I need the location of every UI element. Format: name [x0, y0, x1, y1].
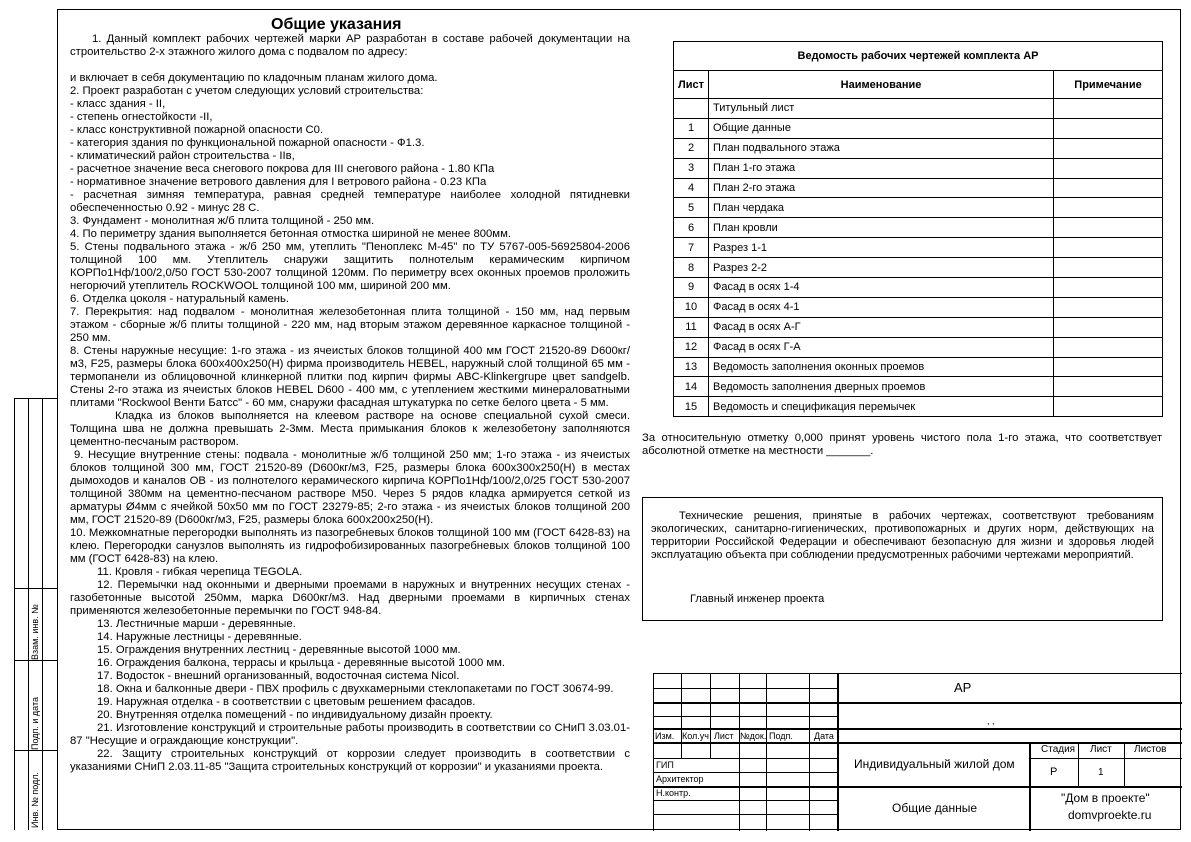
title-block: [653, 673, 1182, 831]
side-line: [14, 398, 15, 830]
note-3: 3. Фундамент - монолитная ж/б плита толщиной - 250 мм.: [70, 215, 375, 227]
row-note: [1054, 337, 1163, 357]
table-row: [674, 138, 1163, 158]
object-name: Индивидуальный жилой дом: [854, 757, 1015, 771]
note-2-item: - категория здания по функциональной пожарной опасности - Ф1.3.: [70, 137, 425, 149]
stage-value: Р: [1050, 766, 1058, 778]
table-row: [674, 178, 1163, 198]
row-name: Разрез 2-2: [709, 258, 1054, 278]
row-name: План 2-го этажа: [709, 178, 1054, 198]
stage-header: Стадия: [1041, 744, 1076, 755]
row-note: [1054, 258, 1163, 278]
col-change: Изм.: [655, 731, 675, 741]
row-name: Общие данные: [709, 118, 1054, 138]
row-note: [1054, 377, 1163, 397]
sheets-header: Листов: [1134, 744, 1167, 755]
note-8-masonry: Кладка из блоков выполняется на клеевом растворе на основе специальной сухой смеси. Толщина шва не должна превышать 2-3мм. Места примыкания блоков к железобетону заполняются цементно-песчаным раствором.: [70, 410, 630, 448]
table-row: [674, 218, 1163, 238]
company-site: domvproekte.ru: [1068, 808, 1152, 822]
header-note: Примечание: [1054, 71, 1163, 99]
side-line: [14, 660, 57, 661]
note-11: 11. Кровля - гибкая черепица TEGOLA.: [97, 566, 303, 578]
row-name: Ведомость заполнения дверных проемов: [709, 377, 1054, 397]
note-20: 20. Внутренняя отделка помещений - по индивидуальному дизайн проекту.: [97, 709, 493, 721]
row-note: [1054, 118, 1163, 138]
side-line: [42, 398, 43, 830]
row-name: План кровли: [709, 218, 1054, 238]
note-10: 10. Межкомнатные перегородки выполнять из пазогребневых блоков толщиной 100 мм (ГОСТ 6428-83) на клею. Перегородки санузлов выполнять из гидрофобизированных пазогребневых блоков толщиной 100 мм (ГОСТ 6428-83) на клею.: [70, 527, 630, 565]
note-13: 13. Лестничные марши - деревянные.: [97, 618, 296, 630]
table-row: [674, 158, 1163, 178]
row-number: 3: [674, 158, 709, 178]
sheet-value: 1: [1098, 767, 1104, 778]
row-number: 13: [674, 357, 709, 377]
role-norm-control: Н.контр.: [656, 788, 691, 798]
stamp-line: [654, 728, 1182, 730]
row-number: 5: [674, 198, 709, 218]
row-note: [1054, 397, 1163, 417]
level-note: За относительную отметку 0,000 принят уровень чистого пола 1-го этажа, что соответствует абсолютной отметке на местности _______.: [642, 432, 1162, 457]
stamp-line: [654, 786, 1182, 788]
table-row: [674, 297, 1163, 317]
row-note: [1054, 218, 1163, 238]
table-row: [674, 238, 1163, 258]
table-row: [674, 258, 1163, 278]
row-name: Фасад в осях А-Г: [709, 317, 1054, 337]
table-row: [674, 278, 1163, 298]
note-9: 9. Несущие внутренние стены: подвала - монолитные ж/б толщиной 250 мм; 1-го этажа - из ячеистых блоков толщиной 300 мм, ГОСТ 21520-89 (D600кг/м3, F25, размеры блока 600х300х250(Н) в местах дымоходов и каналов ОВ - из полнотелого керамического кирпича КОРПо1Нф/100/2,0/25 ГОСТ 530-2007 толщиной 380мм на цементно-песчаном растворе М50. Через 5 рядов кладка армируется сеткой из арматуры Ø4мм с ячейкой 50х50 мм по ГОСТ 23279-85; 2-го этажа - из ячеистых блоков толщиной 200 мм, ГОСТ 21520-89 (D600кг/м3, F25, размеры блока 600х200х250(Н).: [70, 449, 630, 526]
row-note: [1054, 238, 1163, 258]
row-note: [1054, 317, 1163, 337]
row-name: Фасад в осях 4-1: [709, 297, 1054, 317]
row-name: План чердака: [709, 198, 1054, 218]
general-notes: [70, 33, 630, 774]
row-name: Титульный лист: [709, 99, 1054, 119]
table-row: [674, 118, 1163, 138]
note-5: 5. Стены подвального этажа - ж/б 250 мм, утеплить "Пеноплекс М-45" по ТУ 5767-005-56925804-2006 толщиной 100 мм. Утеплитель снаружи защитить полнотелым керамическим кирпичом КОРПо1Нф/100/2,0/50 ГОСТ 530-2007 толщиной 120мм. По периметру всех оконных проемов проложить негорючий утеплитель ROCKWOOL толщиной 100 мм, шириной 200 мм.: [70, 241, 630, 292]
row-name: Фасад в осях 1-4: [709, 278, 1054, 298]
note-14: 14. Наружные лестницы - деревянные.: [97, 631, 302, 643]
table-row: [674, 198, 1163, 218]
row-name: План 1-го этажа: [709, 158, 1054, 178]
row-note: [1054, 178, 1163, 198]
side-line: [14, 750, 57, 751]
row-number: 1: [674, 118, 709, 138]
table-row: [674, 397, 1163, 417]
col-sign: Подп.: [769, 731, 793, 741]
role-architect: Архитектор: [656, 774, 704, 784]
row-note: [1054, 278, 1163, 298]
side-approval-strip: [14, 398, 57, 830]
stamp-mark: , ,: [987, 716, 995, 726]
stamp-line: [739, 674, 740, 831]
row-name: Фасад в осях Г-А: [709, 337, 1054, 357]
side-label-sign-date: Подп. и дата: [30, 696, 40, 750]
side-line: [28, 398, 29, 830]
note-17: 17. Водосток - внешний организованный, водосточная система Nicol.: [97, 670, 460, 682]
note-19: 19. Наружная отделка - в соответствии с цветовым решением фасадов.: [97, 696, 476, 708]
stamp-line: [1029, 742, 1031, 831]
col-sheet: Лист: [714, 731, 734, 741]
row-note: [1054, 297, 1163, 317]
row-note: [1054, 138, 1163, 158]
compliance-box: [642, 497, 1163, 621]
row-name: План подвального этажа: [709, 138, 1054, 158]
sheet-header: Лист: [1090, 744, 1112, 755]
row-number: 6: [674, 218, 709, 238]
row-number: 7: [674, 238, 709, 258]
company-name: "Дом в проекте": [1061, 791, 1150, 805]
note-1: 1. Данный комплект рабочих чертежей марки АР разработан в составе рабочей документации на строительство 2-х этажного жилого дома с подвалом по адресу:: [70, 33, 630, 58]
table-row: [674, 317, 1163, 337]
stamp-line: [766, 674, 767, 831]
row-number: 4: [674, 178, 709, 198]
note-2-item: - степень огнестойкости -II,: [70, 111, 213, 123]
row-number: [674, 99, 709, 119]
note-2-item: - нормативное значение ветрового давления для I ветрового района - 0.23 КПа: [70, 176, 487, 188]
note-8: 8. Стены наружные несущие: 1-го этажа - из ячеистых блоков толщиной 400 мм ГОСТ 21520-89 D600кг/м3, F25, размеры блока 600х400х250(Н) фирма производитель HEBEL, наружный слой толщиной 65 мм - термопанели из облицовочной клинкерной плитки под кирпич фирмы ABC-Klinkergrupe цвет sandgelb. Стены 2-го этажа из ячеистых блоков HEBEL D600 - 400 мм, с утеплением жесткими минераловатными плитами "Rockwool Венти Батсс" - 60 мм, снаружи фасадная штукатурка по сетке белого цвета - 5 мм.: [70, 345, 630, 409]
row-note: [1054, 198, 1163, 218]
note-16: 16. Ограждения балкона, террасы и крыльца - деревянные высотой 1000 мм.: [97, 657, 506, 669]
side-line: [14, 398, 57, 399]
stamp-line: [1078, 742, 1079, 786]
note-12: 12. Перемычки над оконными и дверными проемами в наружных и внутренних несущих стенах - газобетонные высотой 250мм, марка D600кг/м3. Над дверными проемами в кирпичных стенах применяются железобетонные перемычки по ГОСТ 948-84.: [70, 579, 630, 617]
chief-engineer-label: Главный инженер проекта: [690, 593, 825, 605]
row-note: [1054, 99, 1163, 119]
note-1-cont: и включает в себя документацию по кладочным планам жилого дома.: [70, 72, 438, 84]
col-doc: №док.: [740, 731, 767, 741]
table-row: [674, 337, 1163, 357]
row-number: 2: [674, 138, 709, 158]
note-21: 21. Изготовление конструкций и строительные работы производить в соответствии со СНиП 3.03.01-87 "Несущие и ограждающие конструкции".: [70, 722, 630, 747]
stamp-line: [837, 674, 839, 831]
stamp-line: [809, 674, 810, 831]
note-2-item: - климатический район строительства - IIв,: [70, 150, 295, 162]
row-number: 14: [674, 377, 709, 397]
note-2-item: - класс конструктивной пожарной опасности С0.: [70, 124, 324, 136]
stamp-line: [681, 674, 682, 758]
row-number: 11: [674, 317, 709, 337]
row-number: 15: [674, 397, 709, 417]
row-number: 10: [674, 297, 709, 317]
role-gip: ГИП: [656, 760, 674, 770]
table-row: [674, 357, 1163, 377]
side-line: [14, 588, 57, 589]
row-name: Ведомость заполнения оконных проемов: [709, 357, 1054, 377]
note-6: 6. Отделка цоколя - натуральный камень.: [70, 293, 290, 305]
row-number: 9: [674, 278, 709, 298]
table-row: [674, 99, 1163, 119]
note-2-item: - расчетное значение веса снегового покрова для III снегового района - 1.80 КПа: [70, 163, 495, 175]
row-name: Ведомость и спецификация перемычек: [709, 397, 1054, 417]
header-sheet: Лист: [674, 71, 709, 99]
row-number: 12: [674, 337, 709, 357]
col-date: Дата: [814, 731, 834, 741]
note-4: 4. По периметру здания выполняется бетонная отмостка шириной не менее 800мм.: [70, 228, 511, 240]
note-2-item: - расчетная зимняя температура, равная средней температуре наиболее холодной пятидневки обеспеченностью 0.92 - минус 28 С.: [70, 189, 630, 214]
row-name: Разрез 1-1: [709, 238, 1054, 258]
stamp-line: [654, 702, 1182, 704]
document-title: Общие данные: [892, 801, 978, 815]
side-label-inv-original: Инв. № подл.: [30, 771, 40, 828]
stamp-line: [710, 674, 711, 758]
col-count: Кол.уч: [682, 731, 709, 741]
table-title: Ведомость рабочих чертежей комплекта АР: [674, 42, 1163, 71]
page-title: Общие указания: [271, 16, 402, 33]
row-note: [1054, 158, 1163, 178]
row-note: [1054, 357, 1163, 377]
sheet-list-table: [673, 41, 1163, 417]
side-label-replace-inv: Взам. инв. №: [30, 604, 40, 660]
row-number: 8: [674, 258, 709, 278]
stamp-code: АР: [954, 680, 972, 695]
note-22: 22. Защиту строительных конструкций от коррозии следует производить в соответствии с указаниями СНиП 2.03.11-85 "Защита строительных конструкций от коррозии" и указаниями проекта.: [70, 748, 630, 773]
note-18: 18. Окна и балконные двери - ПВХ профиль с двухкамерными стеклопакетами по ГОСТ 30674-99.: [97, 683, 614, 695]
note-2: 2. Проект разработан с учетом следующих условий строительства:: [70, 85, 424, 97]
stamp-line: [1124, 742, 1125, 786]
note-2-item: - класс здания - II,: [70, 98, 166, 110]
note-address: [70, 59, 630, 72]
note-7: 7. Перекрытия: над подвалом - монолитная железобетонная плита толщиной - 150 мм, над первым этажом - сборные ж/б плиты толщиной - 220 мм, над вторым этажом деревянное каркасное толщиной - 250 мм.: [70, 306, 630, 344]
note-15: 15. Ограждения внутренних лестниц - деревянные высотой 1000 мм.: [97, 644, 461, 656]
header-name: Наименование: [709, 71, 1054, 99]
table-row: [674, 377, 1163, 397]
stamp-line: [1029, 758, 1182, 759]
compliance-text: Технические решения, принятые в рабочих чертежах, соответствуют требованиям экологических, санитарно-гигиенических, противопожарных и других норм, действующих на территории Российской Федерации и обеспечивают безопасную для жизни и здоровья людей эксплуатацию объекта при соблюдении предусмотренных рабочими чертежами мероприятий.: [651, 510, 1154, 561]
